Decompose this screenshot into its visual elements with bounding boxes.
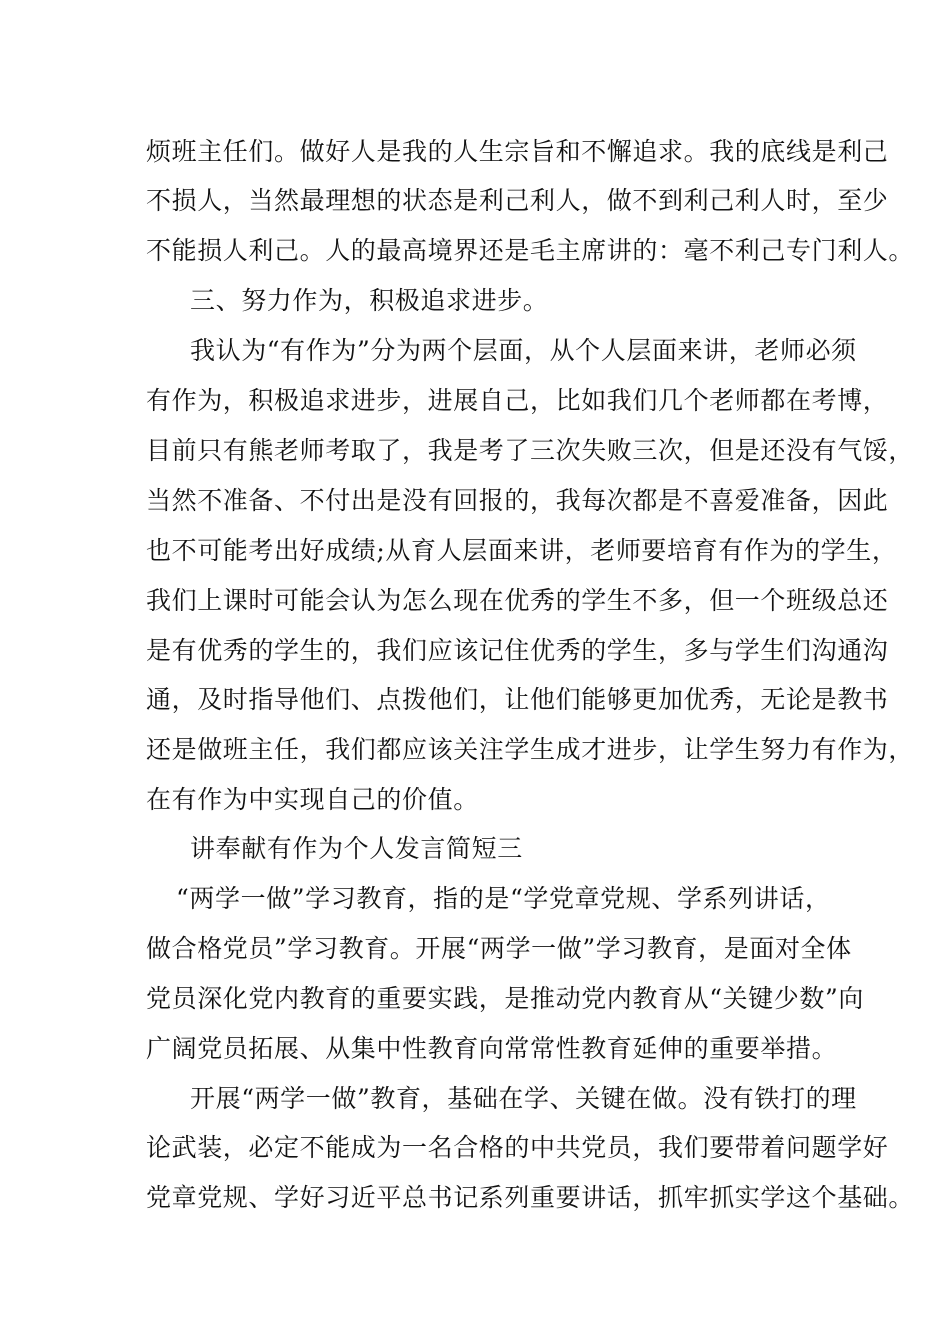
paragraph-line: 当然不准备、不付出是没有回报的，我每次都是不喜爱准备，因此 (146, 486, 889, 515)
paragraph-line: 有作为，积极追求进步，进展自己，比如我们几个老师都在考博， (146, 386, 889, 415)
paragraph-line: 开展“两学一做”教育，基础在学、关键在做。没有铁打的理 (190, 1084, 857, 1113)
paragraph-line: 是有优秀的学生的，我们应该记住优秀的学生，多与学生们沟通沟 (146, 636, 889, 665)
paragraph-line: 党章党规、学好习近平总书记系列重要讲话，抓牢抓实学这个基础。 (146, 1183, 915, 1212)
paragraph-line: 还是做班主任，我们都应该关注学生成才进步，让学生努力有作为， (146, 735, 915, 764)
paragraph-line: 做合格党员”学习教育。开展“两学一做”学习教育，是面对全体 (146, 934, 852, 963)
paragraph-line: 党员深化党内教育的重要实践，是推动党内教育从“关键少数”向 (146, 984, 864, 1013)
paragraph-line: “两学一做”学习教育，指的是“学党章党规、学系列讲话， (176, 884, 831, 913)
paragraph-line: 论武装，必定不能成为一名合格的中共党员，我们要带着问题学好 (146, 1133, 889, 1162)
paragraph-line: 在有作为中实现自己的价值。 (146, 785, 479, 814)
paragraph-line: 烦班主任们。做好人是我的人生宗旨和不懈追求。我的底线是利己 (146, 137, 889, 166)
paragraph-line: 我认为“有作为”分为两个层面，从个人层面来讲，老师必须 (190, 336, 857, 365)
paragraph-line: 不能损人利己。人的最高境界还是毛主席讲的：毫不利己专门利人。 (146, 236, 915, 265)
paragraph-line: 不损人，当然最理想的状态是利己利人，做不到利己利人时，至少 (146, 186, 889, 215)
section-heading: 三、努力作为，积极追求进步。 (190, 286, 549, 315)
paragraph-line: 我们上课时可能会认为怎么现在优秀的学生不多，但一个班级总还 (146, 586, 889, 615)
paragraph-line: 目前只有熊老师考取了，我是考了三次失败三次，但是还没有气馁， (146, 436, 915, 465)
section-title: 讲奉献有作为个人发言简短三 (190, 834, 523, 863)
paragraph-line: 也不可能考出好成绩;从育人层面来讲，老师要培育有作为的学生， (146, 536, 898, 565)
paragraph-line: 广阔党员拓展、从集中性教育向常常性教育延伸的重要举措。 (146, 1034, 838, 1063)
paragraph-line: 通，及时指导他们、点拨他们，让他们能够更加优秀，无论是教书 (146, 685, 889, 714)
